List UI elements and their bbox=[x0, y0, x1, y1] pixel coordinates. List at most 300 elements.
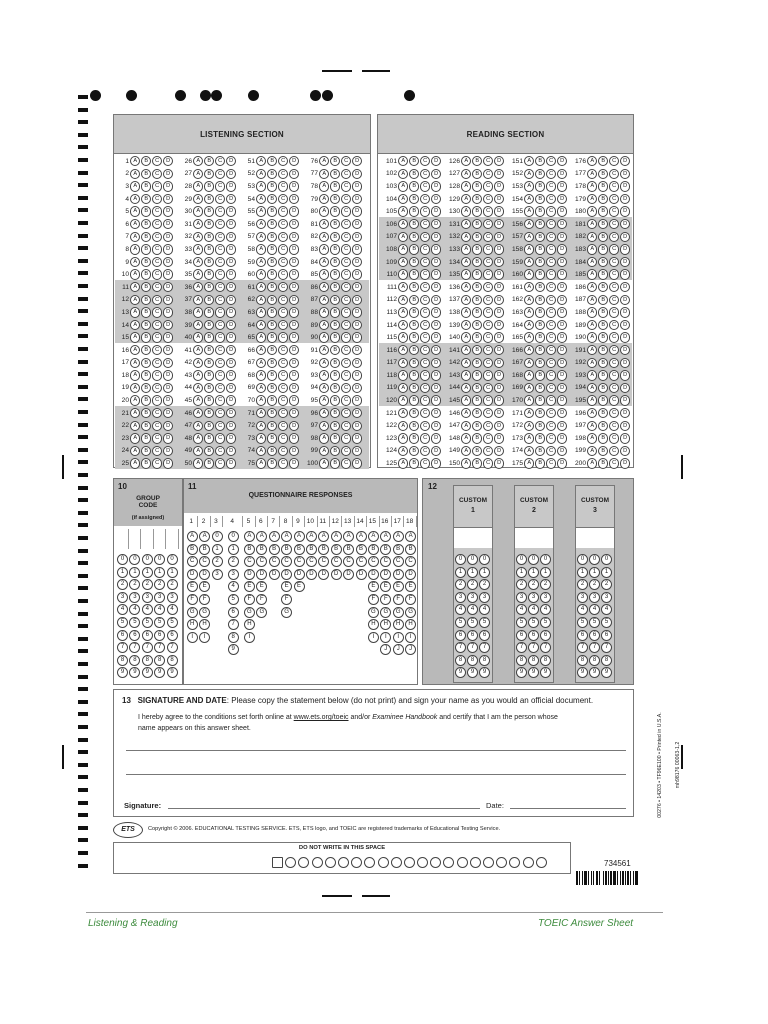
questionnaire-bubble[interactable]: 0 bbox=[212, 531, 223, 542]
answer-bubble[interactable]: B bbox=[330, 156, 340, 166]
answer-bubble[interactable]: D bbox=[226, 458, 236, 468]
custom-bubble[interactable]: 5 bbox=[528, 617, 539, 628]
answer-bubble[interactable]: B bbox=[204, 269, 214, 279]
answer-bubble[interactable]: A bbox=[461, 421, 471, 431]
answer-bubble[interactable]: B bbox=[141, 370, 151, 380]
answer-bubble[interactable]: B bbox=[141, 206, 151, 216]
custom-bubble[interactable]: 8 bbox=[479, 655, 490, 666]
answer-bubble[interactable]: B bbox=[409, 421, 419, 431]
answer-bubble[interactable]: B bbox=[598, 269, 608, 279]
group-code-bubble[interactable]: 8 bbox=[167, 655, 178, 666]
answer-bubble[interactable]: B bbox=[204, 383, 214, 393]
custom-bubble[interactable]: 1 bbox=[479, 567, 490, 578]
questionnaire-bubble[interactable]: C bbox=[256, 556, 267, 567]
answer-bubble[interactable]: D bbox=[494, 194, 504, 204]
answer-bubble[interactable]: C bbox=[546, 244, 556, 254]
questionnaire-bubble[interactable]: E bbox=[187, 581, 198, 592]
answer-bubble[interactable]: C bbox=[420, 383, 430, 393]
answer-bubble[interactable]: A bbox=[256, 433, 266, 443]
answer-bubble[interactable]: D bbox=[352, 421, 362, 431]
answer-bubble[interactable]: B bbox=[204, 370, 214, 380]
answer-bubble[interactable]: A bbox=[587, 206, 597, 216]
group-code-bubble[interactable]: 5 bbox=[117, 617, 128, 628]
answer-bubble[interactable]: D bbox=[494, 345, 504, 355]
answer-bubble[interactable]: D bbox=[163, 219, 173, 229]
questionnaire-bubble[interactable]: C bbox=[380, 556, 391, 567]
answer-bubble[interactable]: D bbox=[352, 219, 362, 229]
custom-bubble[interactable]: 8 bbox=[455, 655, 466, 666]
answer-bubble[interactable]: A bbox=[461, 257, 471, 267]
answer-bubble[interactable]: B bbox=[535, 181, 545, 191]
answer-bubble[interactable]: A bbox=[319, 307, 329, 317]
answer-bubble[interactable]: B bbox=[204, 206, 214, 216]
questionnaire-bubble[interactable]: 0 bbox=[228, 531, 239, 542]
answer-bubble[interactable]: C bbox=[483, 320, 493, 330]
answer-bubble[interactable]: B bbox=[409, 320, 419, 330]
custom-bubble[interactable]: 5 bbox=[589, 617, 600, 628]
answer-bubble[interactable]: D bbox=[352, 332, 362, 342]
answer-bubble[interactable]: B bbox=[267, 383, 277, 393]
answer-bubble[interactable]: B bbox=[535, 421, 545, 431]
answer-bubble[interactable]: C bbox=[152, 194, 162, 204]
answer-bubble[interactable]: B bbox=[204, 446, 214, 456]
questionnaire-bubble[interactable]: D bbox=[187, 569, 198, 580]
answer-bubble[interactable]: C bbox=[546, 169, 556, 179]
answer-bubble[interactable]: B bbox=[535, 156, 545, 166]
answer-bubble[interactable]: D bbox=[352, 370, 362, 380]
questionnaire-bubble[interactable]: G bbox=[405, 607, 416, 618]
answer-bubble[interactable]: A bbox=[398, 358, 408, 368]
answer-bubble[interactable]: C bbox=[420, 181, 430, 191]
answer-bubble[interactable]: C bbox=[483, 206, 493, 216]
answer-bubble[interactable]: D bbox=[289, 395, 299, 405]
answer-bubble[interactable]: D bbox=[494, 307, 504, 317]
questionnaire-bubble[interactable]: A bbox=[281, 531, 292, 542]
answer-bubble[interactable]: A bbox=[524, 244, 534, 254]
answer-bubble[interactable]: C bbox=[341, 383, 351, 393]
answer-bubble[interactable]: D bbox=[494, 433, 504, 443]
custom-bubble[interactable]: 2 bbox=[479, 579, 490, 590]
answer-bubble[interactable]: D bbox=[352, 269, 362, 279]
answer-bubble[interactable]: C bbox=[152, 269, 162, 279]
answer-bubble[interactable]: A bbox=[398, 194, 408, 204]
custom-bubble[interactable]: 6 bbox=[577, 630, 588, 641]
custom-bubble[interactable]: 9 bbox=[479, 667, 490, 678]
questionnaire-bubble[interactable]: E bbox=[244, 581, 255, 592]
custom-bubble[interactable]: 1 bbox=[540, 567, 551, 578]
answer-bubble[interactable]: C bbox=[483, 408, 493, 418]
answer-bubble[interactable]: B bbox=[267, 206, 277, 216]
answer-bubble[interactable]: C bbox=[152, 206, 162, 216]
answer-bubble[interactable]: C bbox=[483, 219, 493, 229]
answer-bubble[interactable]: C bbox=[609, 219, 619, 229]
custom-bubble[interactable]: 8 bbox=[601, 655, 612, 666]
answer-bubble[interactable]: D bbox=[163, 269, 173, 279]
questionnaire-bubble[interactable]: D bbox=[331, 569, 342, 580]
questionnaire-bubble[interactable]: A bbox=[356, 531, 367, 542]
custom-bubble[interactable]: 9 bbox=[601, 667, 612, 678]
group-code-bubble[interactable]: 5 bbox=[167, 617, 178, 628]
answer-bubble[interactable]: B bbox=[409, 244, 419, 254]
answer-bubble[interactable]: D bbox=[226, 421, 236, 431]
answer-bubble[interactable]: B bbox=[204, 458, 214, 468]
write-in-cell[interactable] bbox=[141, 529, 154, 549]
answer-bubble[interactable]: C bbox=[341, 194, 351, 204]
group-code-bubble[interactable]: 6 bbox=[154, 630, 165, 641]
answer-bubble[interactable]: B bbox=[204, 169, 214, 179]
answer-bubble[interactable]: A bbox=[256, 257, 266, 267]
answer-bubble[interactable]: A bbox=[130, 446, 140, 456]
answer-bubble[interactable]: B bbox=[535, 458, 545, 468]
answer-bubble[interactable]: C bbox=[483, 358, 493, 368]
answer-bubble[interactable]: B bbox=[472, 332, 482, 342]
answer-bubble[interactable]: C bbox=[215, 244, 225, 254]
answer-bubble[interactable]: C bbox=[152, 345, 162, 355]
answer-bubble[interactable]: D bbox=[352, 282, 362, 292]
questionnaire-bubble[interactable]: C bbox=[199, 556, 210, 567]
custom-bubble[interactable]: 3 bbox=[589, 592, 600, 603]
answer-bubble[interactable]: D bbox=[289, 206, 299, 216]
answer-bubble[interactable]: A bbox=[256, 408, 266, 418]
answer-bubble[interactable]: D bbox=[289, 269, 299, 279]
questionnaire-bubble[interactable]: 1 bbox=[212, 544, 223, 555]
answer-bubble[interactable]: A bbox=[130, 181, 140, 191]
answer-bubble[interactable]: B bbox=[267, 345, 277, 355]
answer-bubble[interactable]: A bbox=[319, 395, 329, 405]
group-code-bubble[interactable]: 0 bbox=[129, 554, 140, 565]
answer-bubble[interactable]: D bbox=[163, 156, 173, 166]
group-code-bubble[interactable]: 0 bbox=[167, 554, 178, 565]
answer-bubble[interactable]: A bbox=[524, 156, 534, 166]
answer-bubble[interactable]: B bbox=[267, 194, 277, 204]
answer-bubble[interactable]: A bbox=[193, 257, 203, 267]
answer-bubble[interactable]: B bbox=[598, 433, 608, 443]
answer-bubble[interactable]: D bbox=[163, 307, 173, 317]
questionnaire-bubble[interactable]: D bbox=[356, 569, 367, 580]
answer-bubble[interactable]: C bbox=[152, 433, 162, 443]
group-code-bubble[interactable]: 3 bbox=[167, 592, 178, 603]
questionnaire-bubble[interactable]: B bbox=[343, 544, 354, 555]
answer-bubble[interactable]: B bbox=[141, 269, 151, 279]
answer-bubble[interactable]: C bbox=[420, 282, 430, 292]
copy-line-1[interactable] bbox=[126, 750, 626, 751]
custom-bubble[interactable]: 0 bbox=[479, 554, 490, 565]
answer-bubble[interactable]: D bbox=[289, 219, 299, 229]
answer-bubble[interactable]: C bbox=[546, 269, 556, 279]
questionnaire-bubble[interactable]: I bbox=[199, 632, 210, 643]
answer-bubble[interactable]: A bbox=[398, 219, 408, 229]
answer-bubble[interactable]: B bbox=[204, 219, 214, 229]
custom-bubble[interactable]: 4 bbox=[589, 604, 600, 615]
answer-bubble[interactable]: A bbox=[319, 219, 329, 229]
answer-bubble[interactable]: C bbox=[483, 395, 493, 405]
group-code-bubble[interactable]: 1 bbox=[129, 567, 140, 578]
answer-bubble[interactable]: A bbox=[256, 232, 266, 242]
answer-bubble[interactable]: A bbox=[319, 421, 329, 431]
questionnaire-bubble[interactable]: A bbox=[343, 531, 354, 542]
group-code-bubble[interactable]: 8 bbox=[129, 655, 140, 666]
questionnaire-bubble[interactable]: 9 bbox=[228, 644, 239, 655]
answer-bubble[interactable]: B bbox=[472, 194, 482, 204]
answer-bubble[interactable]: D bbox=[494, 244, 504, 254]
answer-bubble[interactable]: C bbox=[152, 244, 162, 254]
answer-bubble[interactable]: D bbox=[226, 282, 236, 292]
answer-bubble[interactable]: C bbox=[483, 295, 493, 305]
answer-bubble[interactable]: B bbox=[535, 219, 545, 229]
answer-bubble[interactable]: D bbox=[226, 320, 236, 330]
answer-bubble[interactable]: B bbox=[141, 320, 151, 330]
answer-bubble[interactable]: A bbox=[193, 345, 203, 355]
answer-bubble[interactable]: A bbox=[398, 345, 408, 355]
answer-bubble[interactable]: B bbox=[141, 345, 151, 355]
answer-bubble[interactable]: A bbox=[587, 244, 597, 254]
questionnaire-bubble[interactable]: D bbox=[306, 569, 317, 580]
answer-bubble[interactable]: B bbox=[472, 345, 482, 355]
answer-bubble[interactable]: A bbox=[193, 269, 203, 279]
questionnaire-bubble[interactable]: D bbox=[405, 569, 416, 580]
group-code-bubble[interactable]: 1 bbox=[167, 567, 178, 578]
answer-bubble[interactable]: C bbox=[483, 232, 493, 242]
write-in-cell[interactable] bbox=[166, 529, 179, 549]
answer-bubble[interactable]: C bbox=[152, 181, 162, 191]
answer-bubble[interactable]: C bbox=[215, 370, 225, 380]
answer-bubble[interactable]: B bbox=[409, 408, 419, 418]
answer-bubble[interactable]: A bbox=[193, 307, 203, 317]
answer-bubble[interactable]: B bbox=[267, 169, 277, 179]
group-code-bubble[interactable]: 4 bbox=[142, 604, 153, 615]
answer-bubble[interactable]: A bbox=[398, 181, 408, 191]
answer-bubble[interactable]: B bbox=[598, 320, 608, 330]
answer-bubble[interactable]: D bbox=[557, 181, 567, 191]
answer-bubble[interactable]: D bbox=[289, 370, 299, 380]
answer-bubble[interactable]: A bbox=[319, 345, 329, 355]
custom-bubble[interactable]: 6 bbox=[516, 630, 527, 641]
answer-bubble[interactable]: D bbox=[620, 433, 630, 443]
answer-bubble[interactable]: B bbox=[330, 446, 340, 456]
answer-bubble[interactable]: A bbox=[398, 295, 408, 305]
answer-bubble[interactable]: C bbox=[420, 320, 430, 330]
answer-bubble[interactable]: B bbox=[409, 295, 419, 305]
custom-bubble[interactable]: 3 bbox=[577, 592, 588, 603]
group-code-bubble[interactable]: 9 bbox=[154, 667, 165, 678]
answer-bubble[interactable]: B bbox=[472, 156, 482, 166]
answer-bubble[interactable]: B bbox=[409, 181, 419, 191]
answer-bubble[interactable]: A bbox=[130, 332, 140, 342]
answer-bubble[interactable]: A bbox=[398, 206, 408, 216]
answer-bubble[interactable]: A bbox=[524, 408, 534, 418]
answer-bubble[interactable]: B bbox=[535, 269, 545, 279]
answer-bubble[interactable]: B bbox=[330, 181, 340, 191]
answer-bubble[interactable]: B bbox=[204, 433, 214, 443]
answer-bubble[interactable]: A bbox=[130, 244, 140, 254]
answer-bubble[interactable]: C bbox=[609, 206, 619, 216]
answer-bubble[interactable]: C bbox=[483, 458, 493, 468]
answer-bubble[interactable]: C bbox=[483, 421, 493, 431]
answer-bubble[interactable]: A bbox=[130, 282, 140, 292]
answer-bubble[interactable]: B bbox=[472, 206, 482, 216]
answer-bubble[interactable]: C bbox=[215, 307, 225, 317]
answer-bubble[interactable]: B bbox=[598, 458, 608, 468]
answer-bubble[interactable]: C bbox=[215, 194, 225, 204]
custom-bubble[interactable]: 2 bbox=[589, 579, 600, 590]
answer-bubble[interactable]: B bbox=[141, 295, 151, 305]
group-code-bubble[interactable]: 6 bbox=[142, 630, 153, 641]
questionnaire-bubble[interactable]: C bbox=[187, 556, 198, 567]
write-in-cell[interactable] bbox=[153, 529, 166, 549]
answer-bubble[interactable]: C bbox=[420, 446, 430, 456]
questionnaire-bubble[interactable]: C bbox=[343, 556, 354, 567]
answer-bubble[interactable]: B bbox=[409, 156, 419, 166]
custom-field-write-in[interactable] bbox=[454, 527, 492, 548]
answer-bubble[interactable]: D bbox=[620, 320, 630, 330]
answer-bubble[interactable]: B bbox=[409, 358, 419, 368]
answer-bubble[interactable]: A bbox=[256, 307, 266, 317]
answer-bubble[interactable]: A bbox=[256, 332, 266, 342]
questionnaire-bubble[interactable]: F bbox=[393, 594, 404, 605]
answer-bubble[interactable]: A bbox=[398, 232, 408, 242]
answer-bubble[interactable]: B bbox=[267, 282, 277, 292]
questionnaire-bubble[interactable]: A bbox=[269, 531, 280, 542]
questionnaire-bubble[interactable]: D bbox=[199, 569, 210, 580]
custom-bubble[interactable]: 9 bbox=[589, 667, 600, 678]
answer-bubble[interactable]: B bbox=[409, 282, 419, 292]
answer-bubble[interactable]: C bbox=[483, 156, 493, 166]
answer-bubble[interactable]: A bbox=[587, 383, 597, 393]
answer-bubble[interactable]: D bbox=[163, 345, 173, 355]
answer-bubble[interactable]: C bbox=[278, 169, 288, 179]
answer-bubble[interactable]: B bbox=[141, 194, 151, 204]
answer-bubble[interactable]: C bbox=[278, 244, 288, 254]
questionnaire-bubble[interactable]: I bbox=[380, 632, 391, 643]
answer-bubble[interactable]: C bbox=[341, 169, 351, 179]
questionnaire-bubble[interactable]: C bbox=[244, 556, 255, 567]
questionnaire-bubble[interactable]: J bbox=[393, 644, 404, 655]
answer-bubble[interactable]: D bbox=[557, 358, 567, 368]
answer-bubble[interactable]: B bbox=[472, 458, 482, 468]
write-in-cell[interactable] bbox=[116, 529, 129, 549]
answer-bubble[interactable]: C bbox=[609, 181, 619, 191]
answer-bubble[interactable]: A bbox=[256, 219, 266, 229]
questionnaire-bubble[interactable]: F bbox=[187, 594, 198, 605]
answer-bubble[interactable]: D bbox=[163, 446, 173, 456]
answer-bubble[interactable]: B bbox=[472, 320, 482, 330]
group-code-bubble[interactable]: 5 bbox=[142, 617, 153, 628]
custom-bubble[interactable]: 8 bbox=[540, 655, 551, 666]
answer-bubble[interactable]: C bbox=[215, 446, 225, 456]
answer-bubble[interactable]: C bbox=[420, 395, 430, 405]
answer-bubble[interactable]: A bbox=[587, 433, 597, 443]
custom-bubble[interactable]: 4 bbox=[540, 604, 551, 615]
answer-bubble[interactable]: C bbox=[483, 181, 493, 191]
custom-bubble[interactable]: 6 bbox=[589, 630, 600, 641]
custom-bubble[interactable]: 9 bbox=[455, 667, 466, 678]
answer-bubble[interactable]: A bbox=[461, 446, 471, 456]
answer-bubble[interactable]: B bbox=[141, 433, 151, 443]
answer-bubble[interactable]: A bbox=[398, 421, 408, 431]
answer-bubble[interactable]: C bbox=[546, 370, 556, 380]
answer-bubble[interactable]: D bbox=[431, 181, 441, 191]
answer-bubble[interactable]: C bbox=[278, 370, 288, 380]
answer-bubble[interactable]: D bbox=[431, 282, 441, 292]
answer-bubble[interactable]: A bbox=[524, 458, 534, 468]
answer-bubble[interactable]: A bbox=[398, 383, 408, 393]
group-code-bubble[interactable]: 6 bbox=[117, 630, 128, 641]
answer-bubble[interactable]: D bbox=[620, 244, 630, 254]
answer-bubble[interactable]: D bbox=[557, 383, 567, 393]
answer-bubble[interactable]: A bbox=[193, 421, 203, 431]
answer-bubble[interactable]: C bbox=[420, 433, 430, 443]
answer-bubble[interactable]: D bbox=[557, 458, 567, 468]
answer-bubble[interactable]: A bbox=[193, 282, 203, 292]
answer-bubble[interactable]: A bbox=[524, 345, 534, 355]
answer-bubble[interactable]: A bbox=[398, 244, 408, 254]
answer-bubble[interactable]: B bbox=[598, 370, 608, 380]
answer-bubble[interactable]: A bbox=[524, 269, 534, 279]
answer-bubble[interactable]: C bbox=[483, 332, 493, 342]
answer-bubble[interactable]: D bbox=[352, 169, 362, 179]
answer-bubble[interactable]: A bbox=[587, 307, 597, 317]
questionnaire-bubble[interactable]: D bbox=[380, 569, 391, 580]
answer-bubble[interactable]: D bbox=[226, 295, 236, 305]
answer-bubble[interactable]: A bbox=[193, 181, 203, 191]
group-code-bubble[interactable]: 5 bbox=[129, 617, 140, 628]
answer-bubble[interactable]: B bbox=[598, 156, 608, 166]
answer-bubble[interactable]: A bbox=[461, 332, 471, 342]
answer-bubble[interactable]: C bbox=[341, 269, 351, 279]
answer-bubble[interactable]: C bbox=[278, 421, 288, 431]
answer-bubble[interactable]: C bbox=[420, 257, 430, 267]
answer-bubble[interactable]: D bbox=[226, 181, 236, 191]
answer-bubble[interactable]: A bbox=[398, 332, 408, 342]
answer-bubble[interactable]: B bbox=[204, 358, 214, 368]
questionnaire-bubble[interactable]: I bbox=[244, 632, 255, 643]
custom-bubble[interactable]: 2 bbox=[516, 579, 527, 590]
answer-bubble[interactable]: C bbox=[546, 421, 556, 431]
questionnaire-bubble[interactable]: 7 bbox=[228, 619, 239, 630]
answer-bubble[interactable]: B bbox=[141, 181, 151, 191]
answer-bubble[interactable]: C bbox=[278, 219, 288, 229]
answer-bubble[interactable]: B bbox=[409, 269, 419, 279]
answer-bubble[interactable]: A bbox=[256, 282, 266, 292]
answer-bubble[interactable]: D bbox=[163, 332, 173, 342]
answer-bubble[interactable]: A bbox=[256, 206, 266, 216]
answer-bubble[interactable]: C bbox=[341, 295, 351, 305]
answer-bubble[interactable]: D bbox=[494, 169, 504, 179]
answer-bubble[interactable]: B bbox=[141, 156, 151, 166]
answer-bubble[interactable]: D bbox=[352, 194, 362, 204]
answer-bubble[interactable]: B bbox=[141, 383, 151, 393]
questionnaire-bubble[interactable]: D bbox=[343, 569, 354, 580]
answer-bubble[interactable]: A bbox=[193, 295, 203, 305]
answer-bubble[interactable]: B bbox=[409, 446, 419, 456]
answer-bubble[interactable]: C bbox=[609, 244, 619, 254]
answer-bubble[interactable]: D bbox=[163, 458, 173, 468]
answer-bubble[interactable]: C bbox=[215, 433, 225, 443]
answer-bubble[interactable]: D bbox=[289, 433, 299, 443]
answer-bubble[interactable]: C bbox=[278, 358, 288, 368]
answer-bubble[interactable]: C bbox=[609, 370, 619, 380]
answer-bubble[interactable]: D bbox=[163, 383, 173, 393]
answer-bubble[interactable]: B bbox=[204, 408, 214, 418]
answer-bubble[interactable]: D bbox=[352, 383, 362, 393]
answer-bubble[interactable]: A bbox=[256, 194, 266, 204]
answer-bubble[interactable]: C bbox=[420, 345, 430, 355]
answer-bubble[interactable]: C bbox=[278, 206, 288, 216]
custom-bubble[interactable]: 6 bbox=[528, 630, 539, 641]
answer-bubble[interactable]: B bbox=[267, 446, 277, 456]
answer-bubble[interactable]: A bbox=[319, 458, 329, 468]
questionnaire-bubble[interactable]: F bbox=[244, 594, 255, 605]
